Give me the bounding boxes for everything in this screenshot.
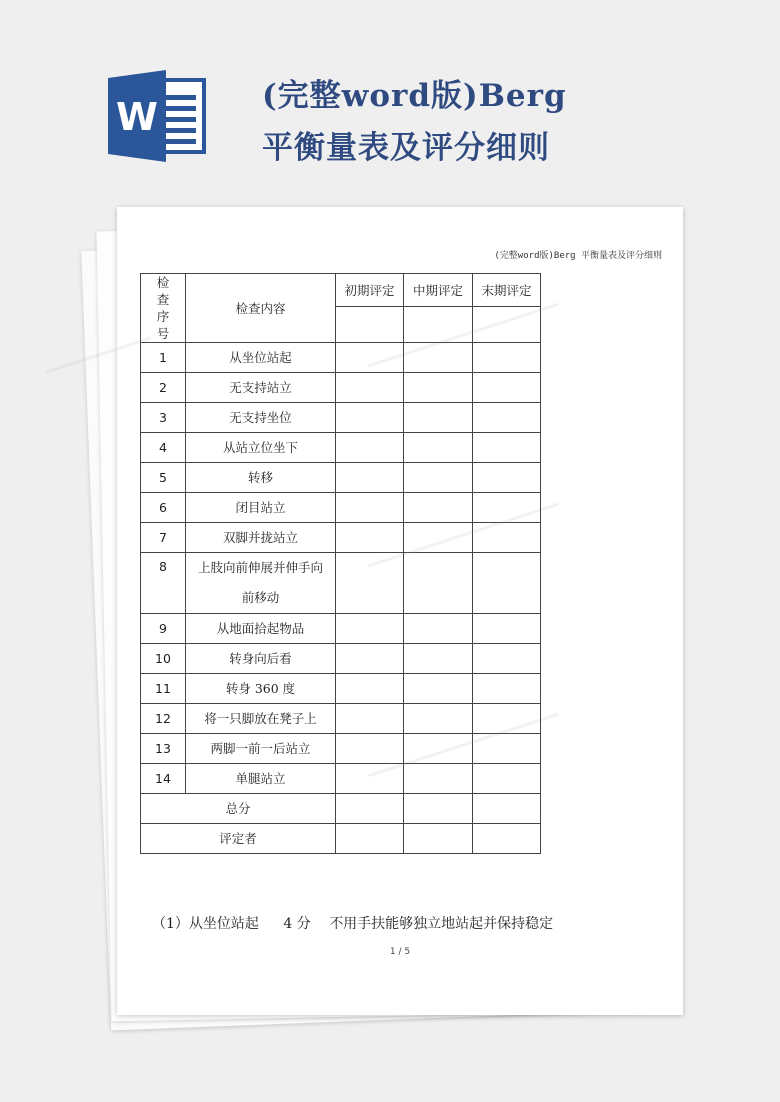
table-row (141, 373, 541, 403)
score-cell (473, 523, 541, 553)
table-row (141, 343, 541, 373)
score-cell (473, 644, 541, 674)
row-item: 转身向后看 (186, 644, 336, 674)
score-cell (404, 824, 473, 854)
score-cell (404, 674, 473, 704)
header-initial: 初期评定 (336, 274, 404, 307)
score-cell (473, 493, 541, 523)
header-mid: 中期评定 (404, 274, 473, 307)
table-row (141, 433, 541, 463)
running-header: (完整word版)Berg 平衡量表及评分细则 (494, 251, 662, 261)
table-row (141, 493, 541, 523)
score-cell (473, 553, 541, 614)
score-cell (473, 463, 541, 493)
score-cell (473, 734, 541, 764)
table-row (141, 734, 541, 764)
row-number: 11 (141, 674, 186, 704)
score-cell (336, 373, 404, 403)
row-number: 12 (141, 704, 186, 734)
row-item: 上肢向前伸展并伸手向前移动 (186, 553, 336, 614)
row-item: 无支持坐位 (186, 403, 336, 433)
score-cell (336, 674, 404, 704)
header-content: 检查内容 (186, 274, 336, 343)
table-row (141, 403, 541, 433)
score-cell (336, 343, 404, 373)
table-row (141, 764, 541, 794)
score-cell (336, 734, 404, 764)
row-number: 9 (141, 614, 186, 644)
score-cell (404, 523, 473, 553)
score-cell (404, 463, 473, 493)
score-cell (404, 343, 473, 373)
criteria-description: 不用手扶能够独立地站起并保持稳定 (329, 916, 554, 932)
row-number: 6 (141, 493, 186, 523)
table-row (141, 523, 541, 553)
row-number: 3 (141, 403, 186, 433)
table-row (141, 674, 541, 704)
score-cell (473, 674, 541, 704)
score-cell (473, 403, 541, 433)
score-cell (336, 794, 404, 824)
score-cell (404, 614, 473, 644)
score-cell (336, 644, 404, 674)
document-page (117, 207, 683, 1015)
score-cell (336, 433, 404, 463)
row-item: 将一只脚放在凳子上 (186, 704, 336, 734)
page-title-line1: (完整word版)Berg (262, 78, 567, 114)
score-cell (404, 373, 473, 403)
page-number: 1 / 5 (389, 947, 411, 957)
row-item: 转移 (186, 463, 336, 493)
row-item: 从坐位站起 (186, 343, 336, 373)
assessor-label: 评定者 (141, 824, 336, 854)
score-cell (336, 824, 404, 854)
row-item: 从站立位坐下 (186, 433, 336, 463)
score-cell (336, 307, 404, 343)
score-cell (336, 463, 404, 493)
table-row (141, 704, 541, 734)
score-cell (404, 493, 473, 523)
score-cell (336, 493, 404, 523)
score-cell (336, 403, 404, 433)
row-number: 4 (141, 433, 186, 463)
score-cell (473, 704, 541, 734)
score-cell (473, 307, 541, 343)
table-row (141, 553, 541, 614)
score-cell (404, 553, 473, 614)
criteria-item: （1）从坐位站起 (152, 916, 259, 932)
score-cell (404, 794, 473, 824)
score-cell (404, 433, 473, 463)
row-item: 双脚并拢站立 (186, 523, 336, 553)
score-cell (336, 523, 404, 553)
score-cell (473, 343, 541, 373)
row-number: 5 (141, 463, 186, 493)
row-item: 转身 360 度 (186, 674, 336, 704)
row-item: 无支持站立 (186, 373, 336, 403)
table-row (141, 644, 541, 674)
score-cell (336, 553, 404, 614)
score-cell (404, 704, 473, 734)
row-item: 单腿站立 (186, 764, 336, 794)
page-title-line2: 平衡量表及评分细则 (262, 130, 550, 166)
score-cell (473, 824, 541, 854)
row-number: 8 (141, 553, 186, 614)
total-label: 总分 (141, 794, 336, 824)
svg-text:W: W (116, 95, 158, 139)
header-final: 末期评定 (473, 274, 541, 307)
header-seq: 检查序号 (141, 274, 186, 343)
score-cell (336, 704, 404, 734)
score-cell (336, 614, 404, 644)
row-item: 从地面拾起物品 (186, 614, 336, 644)
assessment-table (140, 273, 541, 854)
row-number: 7 (141, 523, 186, 553)
score-cell (473, 433, 541, 463)
table-row (141, 463, 541, 493)
score-cell (404, 644, 473, 674)
score-cell (404, 734, 473, 764)
score-cell (404, 764, 473, 794)
score-cell (404, 307, 473, 343)
row-number: 1 (141, 343, 186, 373)
score-cell (473, 373, 541, 403)
row-number: 13 (141, 734, 186, 764)
criteria-score: 4 分 (283, 916, 311, 932)
row-item: 两脚一前一后站立 (186, 734, 336, 764)
row-number: 10 (141, 644, 186, 674)
word-logo-icon (108, 70, 208, 162)
score-cell (404, 403, 473, 433)
score-cell (473, 764, 541, 794)
table-row (141, 614, 541, 644)
criteria-line (152, 913, 553, 933)
score-cell (336, 764, 404, 794)
row-number: 2 (141, 373, 186, 403)
score-cell (473, 614, 541, 644)
row-item: 闭目站立 (186, 493, 336, 523)
row-number: 14 (141, 764, 186, 794)
score-cell (473, 794, 541, 824)
